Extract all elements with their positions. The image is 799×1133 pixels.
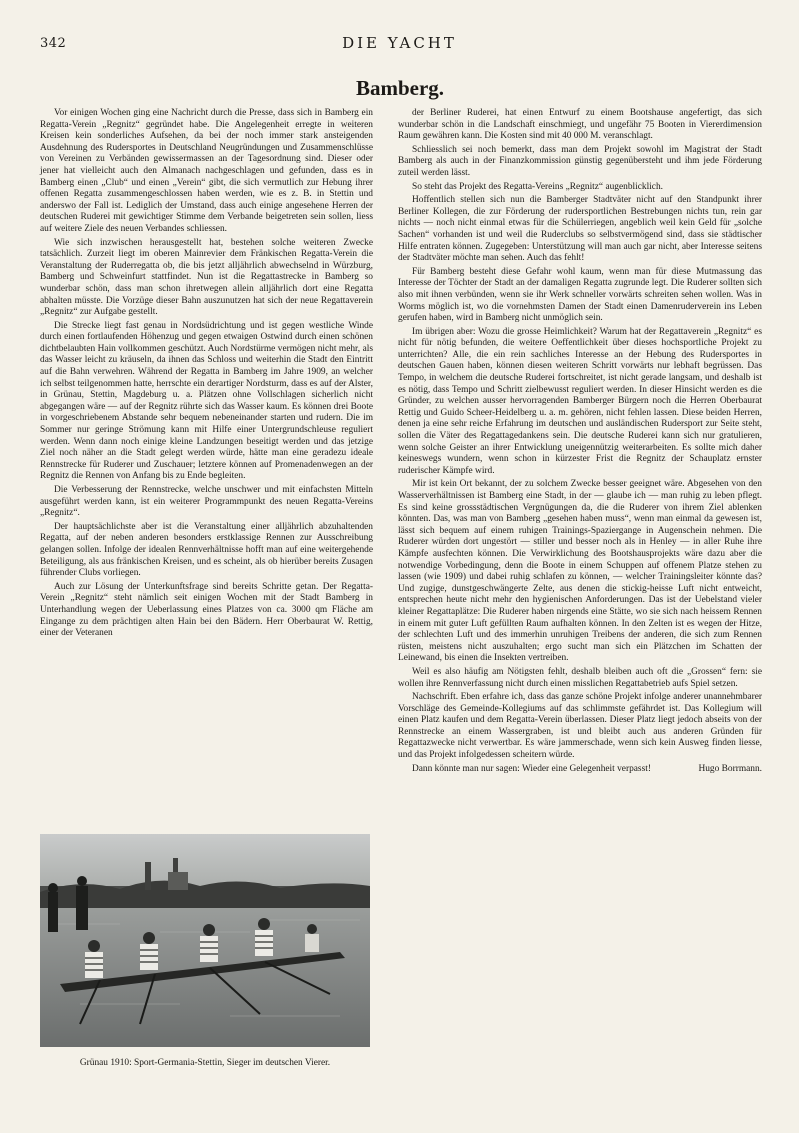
- photo-caption: Grünau 1910: Sport-Germania-Stettin, Sieger im deutschen Vierer.: [79, 1058, 331, 1068]
- paragraph: Nachschrift. Eben erfahre ich, dass das ganze schöne Projekt infolge anderer unannehmbarer Vorschläge des Gemeinde-Kollegiums auf das schlimmste gefährdet ist. Das Kollegium will einen Platz kaufen und dem Regatta-Verein überlassen. Dieser Platz liegt jedoch abseits von der Rennstrecke an einem Wassergraben, ist und bleibt auch aus anderen Gründen für Regattazwecke nicht verwertbar. Es wäre jammerschade, wenn sich kein Ausweg finden liesse, und das Projekt infolgedessen scheitern würde.: [398, 692, 762, 761]
- closing-line: Dann könnte man nur sagen: Wieder eine Gelegenheit verpasst!: [412, 763, 651, 774]
- paragraph: Schliesslich sei noch bemerkt, dass man dem Projekt sowohl im Magistrat der Stadt Bamberg als auch in der Finanzkommission günstig gegenübersteht und ihm jede Förderung zuteil werden lässt.: [398, 144, 762, 178]
- paragraph: Der hauptsächlichste aber ist die Veranstaltung einer alljährlich abzuhaltenden Regatta, auf der neben anderen besonders erstklassige Rennen zur Ausschreibung gelangen sollen. Infolge der idealen Rennverhältnisse hofft man auf eine weitergehende Beteiligung, als aus fränkischen Kreisen, und es scheint, als ob hierüber bereits Zusagen führender Clubs vorliegen.: [40, 521, 373, 579]
- paragraph: Die Verbesserung der Rennstrecke, welche unschwer und mit einfachsten Mitteln ausgeführt werden kann, ist ein weiterer Programmpunkt des neuen Regatta-Vereins „Regnitz“.: [40, 485, 373, 519]
- author-signature: Hugo Borrmann.: [698, 763, 762, 774]
- rowing-photo: [40, 834, 370, 1047]
- right-column: [398, 108, 762, 777]
- paragraph: Die Strecke liegt fast genau in Nordsüdrichtung und ist gegen westliche Winde durch einen fortlaufenden Höhenzug und gegen etwaigen Ostwind durch einen schönen dichtbelaubten Hain vollkommen geschützt. Auch Nordstürme vermögen nicht mehr, als das Wasser leicht zu kräuseln, da ihnen das Schloss und weiterhin die Stadt den Eintritt auf die Bahn verwehren. Während der Regatta in Bamberg im Jahre 1909, an welcher ich selbst teilgenommen hatte, herrschte ein derartiger Nordsturm, dass es auf der Alster, in Grünau, Stettin, Magdeburg u. a. Plätzen ohne Vollschlagen sicherlich nicht abgegangen wäre — auf der Regnitz rührte sich das Wasser kaum. Es können drei Boote in vorgeschriebenem Abstande sehr bequem nebeneinander starten und rudern. Die im Sommer nur geringe Strömung kann mit Hilfe einer Untergrundschleuse reguliert werden. Wenn dann noch einige kleine Landzungen beseitigt werden und das jetzige Ziel noch näher an die Stadt gelegt werden würde, hätte man eine geradezu ideale Rennstrecke für Ruderer und Zuschauer; letztere können auf Promenadenwegen an der Regnitz die Rennen von Anfang bis zu Ende begleiten.: [40, 320, 373, 482]
- paragraph: Weil es also häufig am Nötigsten fehlt, deshalb bleiben auch oft die „Grossen“ fern: sie wollen ihre Rennverfassung nicht durch einen misslichen Regattabetrieb aufs Spiel setzen.: [398, 666, 762, 689]
- paragraph: So steht das Projekt des Regatta-Vereins „Regnitz“ augenblicklich.: [412, 181, 663, 192]
- paragraph: Mir ist kein Ort bekannt, der zu solchem Zwecke besser geeignet wäre. Abgesehen von den Wasserverhältnissen ist Bamberg eine Stadt, in der — glaube ich — man ruhig zu leben pflegt. Es sind keine grossstädtischen Vergnügungen da, die die Ruderer von ihrem Ziel ablenken könnten. Das, was man von Bamberg „gesehen haben muss“, wenn man einmal da gewesen ist, lässt sich bequem auf einem ruhigen Trainings-Spaziergange in Augenschein nehmen. Die Ruderer würden dort ungestört — stiller und besser noch als in Henley — in aller Ruhe ihre Kämpfe ausfechten können. Die Verwirklichung des Bootshausprojekts wäre dazu aber die notwendige Vorbedingung, denn die Boote in einem Schuppen auf offenem Platze stehen zu lassen (wie 1909) und dabei ruhig schlafen zu können, — welcher Trainingsleiter könnte das? Und zugige, dunstgeschwängerte Zelte, aus denen die stickig-heisse Luft nicht entweicht, entsprechen heute nicht mehr den hygienischen Anforderungen. Das ist der Uebelstand vieler kleiner Regattaplätze: Die Ruderer haben nirgends eine Stätte, wo sie sich nach heissem Rennen in einem mit guter Luft gefüllten Raum aufhalten können. In den Zelten ist es wegen der Hitze, der schlechten Luft und des immerhin unruhigen Treibens der anderen, die sich zum Rennen rüsten, meistens nicht auszuhalten; ergo sucht man sich ein Plätzchen im Schatten der Leinewand, bis einen die Insekten vertreiben.: [398, 479, 762, 664]
- closing-paragraph: [398, 764, 762, 776]
- article-title: Bamberg.: [355, 76, 445, 100]
- page-number: 342: [40, 36, 67, 51]
- paragraph: Vor einigen Wochen ging eine Nachricht durch die Presse, dass sich in Bamberg ein Regatta-Verein „Regnitz“ gegründet habe. Die Angelegenheit erregte in weiteren Kreisen kein sonderliches Aufsehen, da bei der noch immer stark ansteigenden Ausdehnung des Rudersportes in Deutschland Neugründungen und Zusammenschlüsse von Vereinen zu Verbänden gewissermassen an der Tagesordnung sind. Dieser oder jener hat vielleicht auch den Almanach nachgeschlagen und gefunden, dass es in Bamberg einen „Club“ und einen „Verein“ gibt, die sich vermutlich zur Hebung ihrer offenen Regatta zusammengeschlossen haben werden, wie es z. B. in Stettin und anderswo der Fall ist. Lediglich der Umstand, dass auch einige angesehene Herren der deutschen Ruderei mit gewichtiger Stimme dem Verbande beigetreten sein sollen, liess auf weitere Ziele des neuen Verbandes schliessen.: [40, 108, 373, 234]
- paragraph: der Berliner Ruderei, hat einen Entwurf zu einem Bootshause angefertigt, das sich wunderbar schön in die Landschaft einschmiegt, und ungefähr 75 Booten in Viererdimension Raum gewähren kann. Die Kosten sind mit 40 000 M. veranschlagt.: [398, 108, 762, 142]
- paragraph: Für Bamberg besteht diese Gefahr wohl kaum, wenn man für diese Mutmassung das Interesse der Töchter der Stadt an der damaligen Regatta zugrunde legt. Die Ruderer sollten sich also mit ihnen verbünden, wenn sie ihr Werk schneller vorwärts schreiten sehen wollen. Was in Worms möglich ist, wo die vornehmsten Damen der Stadt einen Damenruderverein ins Leben gerufen haben, wird in Bamberg nicht unmöglich sein.: [398, 266, 762, 324]
- paragraph: Hoffentlich stellen sich nun die Bamberger Stadtväter nicht auf den Standpunkt ihrer Berliner Kollegen, die zur Förderung der rudersportlichen Bestrebungen nichts tun, rein gar nichts — noch nicht einmal etwas für die Schülerriegen, angeblich weil kein Geld für „solche Sachen“ vorhanden ist und weil die Ruderclubs so selbstvermögend sind, dass sie städtischer Hilfe entraten können. Zugegeben: Unterstützung will man auch gar nicht, aber Interesse seitens der Stadtväter möchte man sehen. Auch das fehlt!: [398, 195, 762, 264]
- paragraph: Im übrigen aber: Wozu die grosse Heimlichkeit? Warum hat der Regattaverein „Regnitz“ es nicht für nötig befunden, die weitere Oeffentlichkeit über dieses hochsportliche Projekt zu unterrichten? Alle, die ein rein sachliches Interesse an der Hebung des Rudersportes in deutschen Gauen haben, können diesen weiteren Schritt vorwärts nur lebhaft begrüssen. Das Tempo, in welchem die deutsche Ruderei fortschreitet, ist nicht gerade langsam, und deshalb ist es nötig, dass Tempo und Schritt zielbewusst reguliert werden. In dieser Hinsicht werden es die Gründer, zu welchen ausser hervorragenden Bamberger Bürgern noch die Herren Oberbaurat Rettig und Guido Scheer-Heidelberg u. a. m. gehören, nicht fehlen lassen. Diese beiden Herren, denen ja eine sehr reiche Erfahrung im deutschen und ausländischen Rudersport zur Seite steht, sollen die Väter des Regattagedankens sein. Die deutsche Ruderei kann sich nur gratulieren, wenn solche Geister an ihrer Entwicklung uneigennützig weiterarbeiten. Es sollte mich daher keineswegs wundern, wenn schon in kürzester Frist die Regnitz der Schauplatz ernster ruderischer Kämpfe wird.: [398, 326, 762, 476]
- journal-title: DIE YACHT: [342, 34, 457, 52]
- paragraph: Auch zur Lösung der Unterkunftsfrage sind bereits Schritte getan. Der Regatta-Verein „Regnitz“ steht nämlich seit einigen Wochen mit der Stadt Bamberg in Unterhandlung wegen der Ueberlassung eines Platzes von ca. 3000 qm Fläche am Eingange zu dem prächtigen alten Hain bei den Bädern. Herr Oberbaurat W. Rettig, einer der Veteranen: [40, 581, 373, 639]
- paragraph: Wie sich inzwischen herausgestellt hat, bestehen solche weiteren Zwecke tatsächlich. Zurzeit liegt im oberen Mainrevier dem Fränkischen Regatta-Verein die Veranstaltung der Ruderregatta ob, die bis jetzt alljährlich abwechselnd in Würzburg, Bamberg und Schweinfurt stattfindet. Nun ist die Regattastrecke in Bamberg so wunderbar schön, dass man schon ihretwegen allein alljährlich dort eine Regatta abhalten müsste. Die Vorzüge dieser Bahn auszunutzen hat sich der neue Regattaverein „Regnitz“ zur Aufgabe gestellt.: [40, 237, 373, 318]
- left-column: [40, 108, 373, 642]
